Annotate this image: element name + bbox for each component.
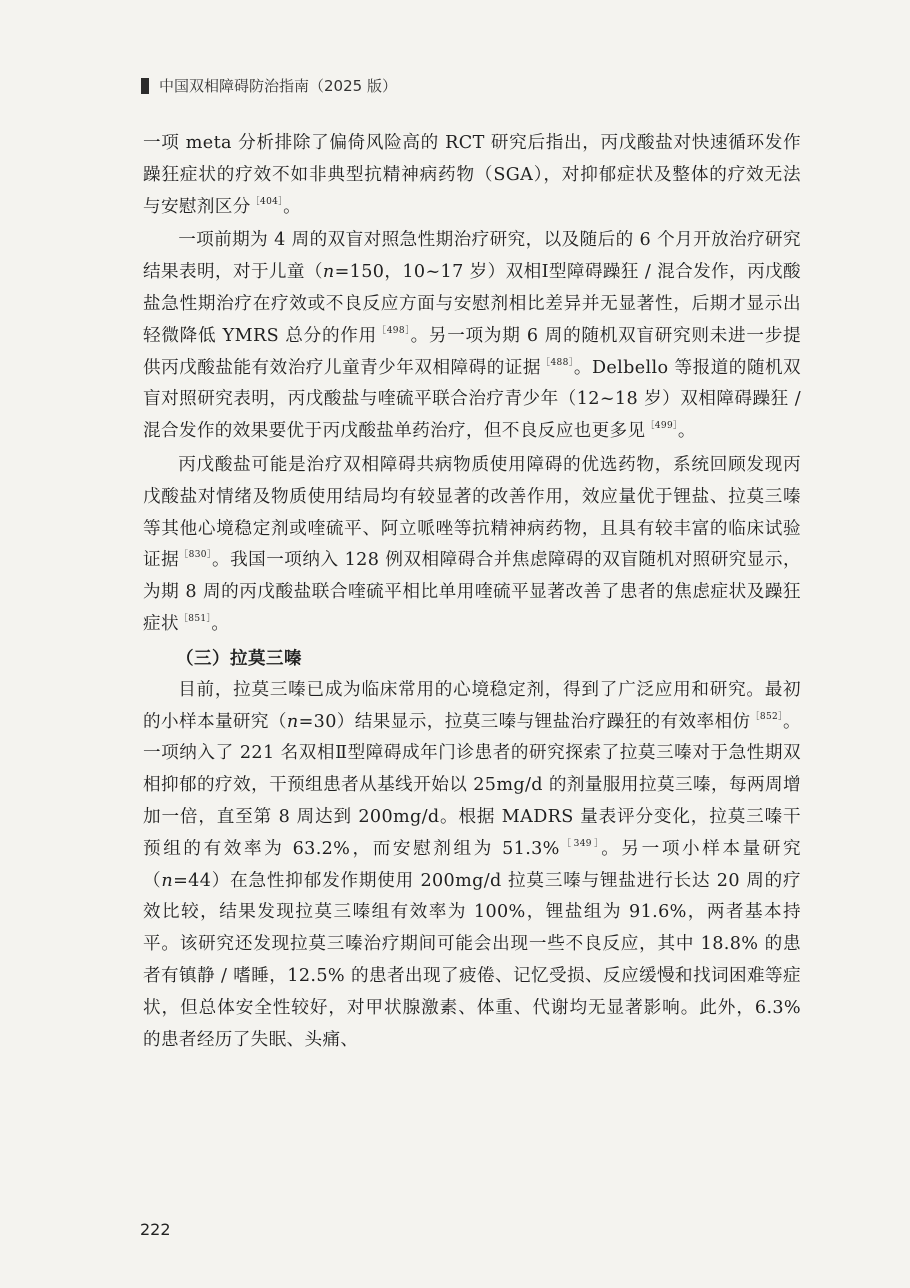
- paragraph-3-text-3: 。: [211, 613, 230, 634]
- paragraph-2-text-1: 一项前期为 4 周的双盲对照急性期治疗研究，以及随后的 6 个月开放治疗研究结果表明，对于儿童（: [143, 230, 801, 283]
- header-bar-icon: [141, 78, 149, 94]
- paragraph-3: [143, 450, 801, 641]
- citation: ［488］: [540, 357, 574, 368]
- citation: ［404］: [250, 196, 284, 207]
- running-header: [141, 75, 397, 96]
- sample-size-symbol: n: [161, 870, 174, 891]
- citation: ［830］: [179, 550, 212, 561]
- paragraph-2-text-3: 。另一项为期 6 周的随机双盲研究则未进一步提供丙戊酸盐能有效治疗儿童青少年双相障碍的证据: [143, 325, 801, 378]
- paragraph-4: [143, 675, 801, 1057]
- section-heading: （三）拉莫三嗪: [176, 648, 302, 669]
- paragraph-4-text-2: =30）结果显示，拉莫三嗪与锂盐治疗躁狂的有效率相仿: [298, 711, 751, 732]
- paragraph-3-text-1: 丙戊酸盐可能是治疗双相障碍共病物质使用障碍的优选药物，系统回顾发现丙戊酸盐对情绪及物质使用结局均有较显著的改善作用，效应量优于锂盐、拉莫三嗪等其他心境稳定剂或喹硫平、阿立哌唑等抗精神病药物，且具有较丰富的临床试验证据: [143, 454, 801, 571]
- paragraph-2-text-5: 。: [677, 421, 696, 442]
- citation: ［349］: [559, 838, 602, 849]
- paragraph-4-text-4: 。另一项小样本量研究（: [143, 838, 801, 891]
- page-body: [143, 128, 801, 1056]
- citation: ［852］: [750, 711, 784, 722]
- paragraph-4-text-1: 目前，拉莫三嗪已成为临床常用的心境稳定剂，得到了广泛应用和研究。最初的小样本量研究（: [143, 679, 801, 732]
- citation: ［499］: [645, 421, 678, 432]
- paragraph-2-text-2: =150，10~17 岁）双相Ⅰ型障碍躁狂 / 混合发作，丙戊酸盐急性期治疗在疗效或不良反应方面与安慰剂相比差异并无显著性，后期才显示出轻微降低 YMRS 总分的作用: [143, 262, 801, 346]
- sample-size-symbol: n: [286, 711, 299, 732]
- citation: ［851］: [178, 613, 212, 624]
- running-title: 中国双相障碍防治指南（2025 版）: [159, 77, 397, 95]
- page-number: 222: [140, 1220, 171, 1239]
- paragraph-2-text-4: 。Delbello 等报道的随机双盲对照研究表明，丙戊酸盐与喹硫平联合治疗青少年（12~18 岁）双相障碍躁狂 / 混合发作的效果要优于丙戊酸盐单药治疗，但不良反应也更多见: [143, 357, 801, 442]
- paragraph-1-end: 。: [283, 196, 302, 217]
- paragraph-3-text-2: 。我国一项纳入 128 例双相障碍合并焦虑障碍的双盲随机对照研究显示，为期 8 周的丙戊酸盐联合喹硫平相比单用喹硫平显著改善了患者的焦虑症状及躁狂症状: [143, 550, 801, 634]
- paragraph-1-text: 一项 meta 分析排除了偏倚风险高的 RCT 研究后指出，丙戊酸盐对快速循环发作躁狂症状的疗效不如非典型抗精神病药物（SGA），对抑郁症状及整体的疗效无法与安慰剂区分: [143, 133, 801, 217]
- paragraph-2: [143, 225, 801, 448]
- paragraph-4-text-5: =44）在急性抑郁发作期使用 200mg/d 拉莫三嗪与锂盐进行长达 20 周的疗效比较，结果发现拉莫三嗪组有效率为 100%，锂盐组为 91.6%，两者基本持平。该研究还发现拉莫三嗪治疗期间可能会出现一些不良反应，其中 18.8% 的患者有镇静 / 嗜睡，12.5% 的患者出现了疲倦、记忆受损、反应缓慢和找词困难等症状，但总体安全性较好，对甲状腺激素、体重、代谢均无显著影响。此外，6.3% 的患者经历了失眠、头痛、: [143, 870, 801, 1050]
- citation: ［498］: [376, 325, 411, 336]
- sample-size-symbol: n: [322, 262, 335, 283]
- paragraph-4-text-3: 。一项纳入了 221 名双相Ⅱ型障碍成年门诊患者的研究探索了拉莫三嗪对于急性期双相抑郁的疗效，干预组患者从基线开始以 25mg/d 的剂量服用拉莫三嗪，每两周增加一倍，直至第 8 周达到 200mg/d。根据 MADRS 量表评分变化，拉莫三嗪干预组的有效率为 63.2%，而安慰剂组为 51.3%: [143, 711, 801, 859]
- paragraph-1: [143, 128, 801, 223]
